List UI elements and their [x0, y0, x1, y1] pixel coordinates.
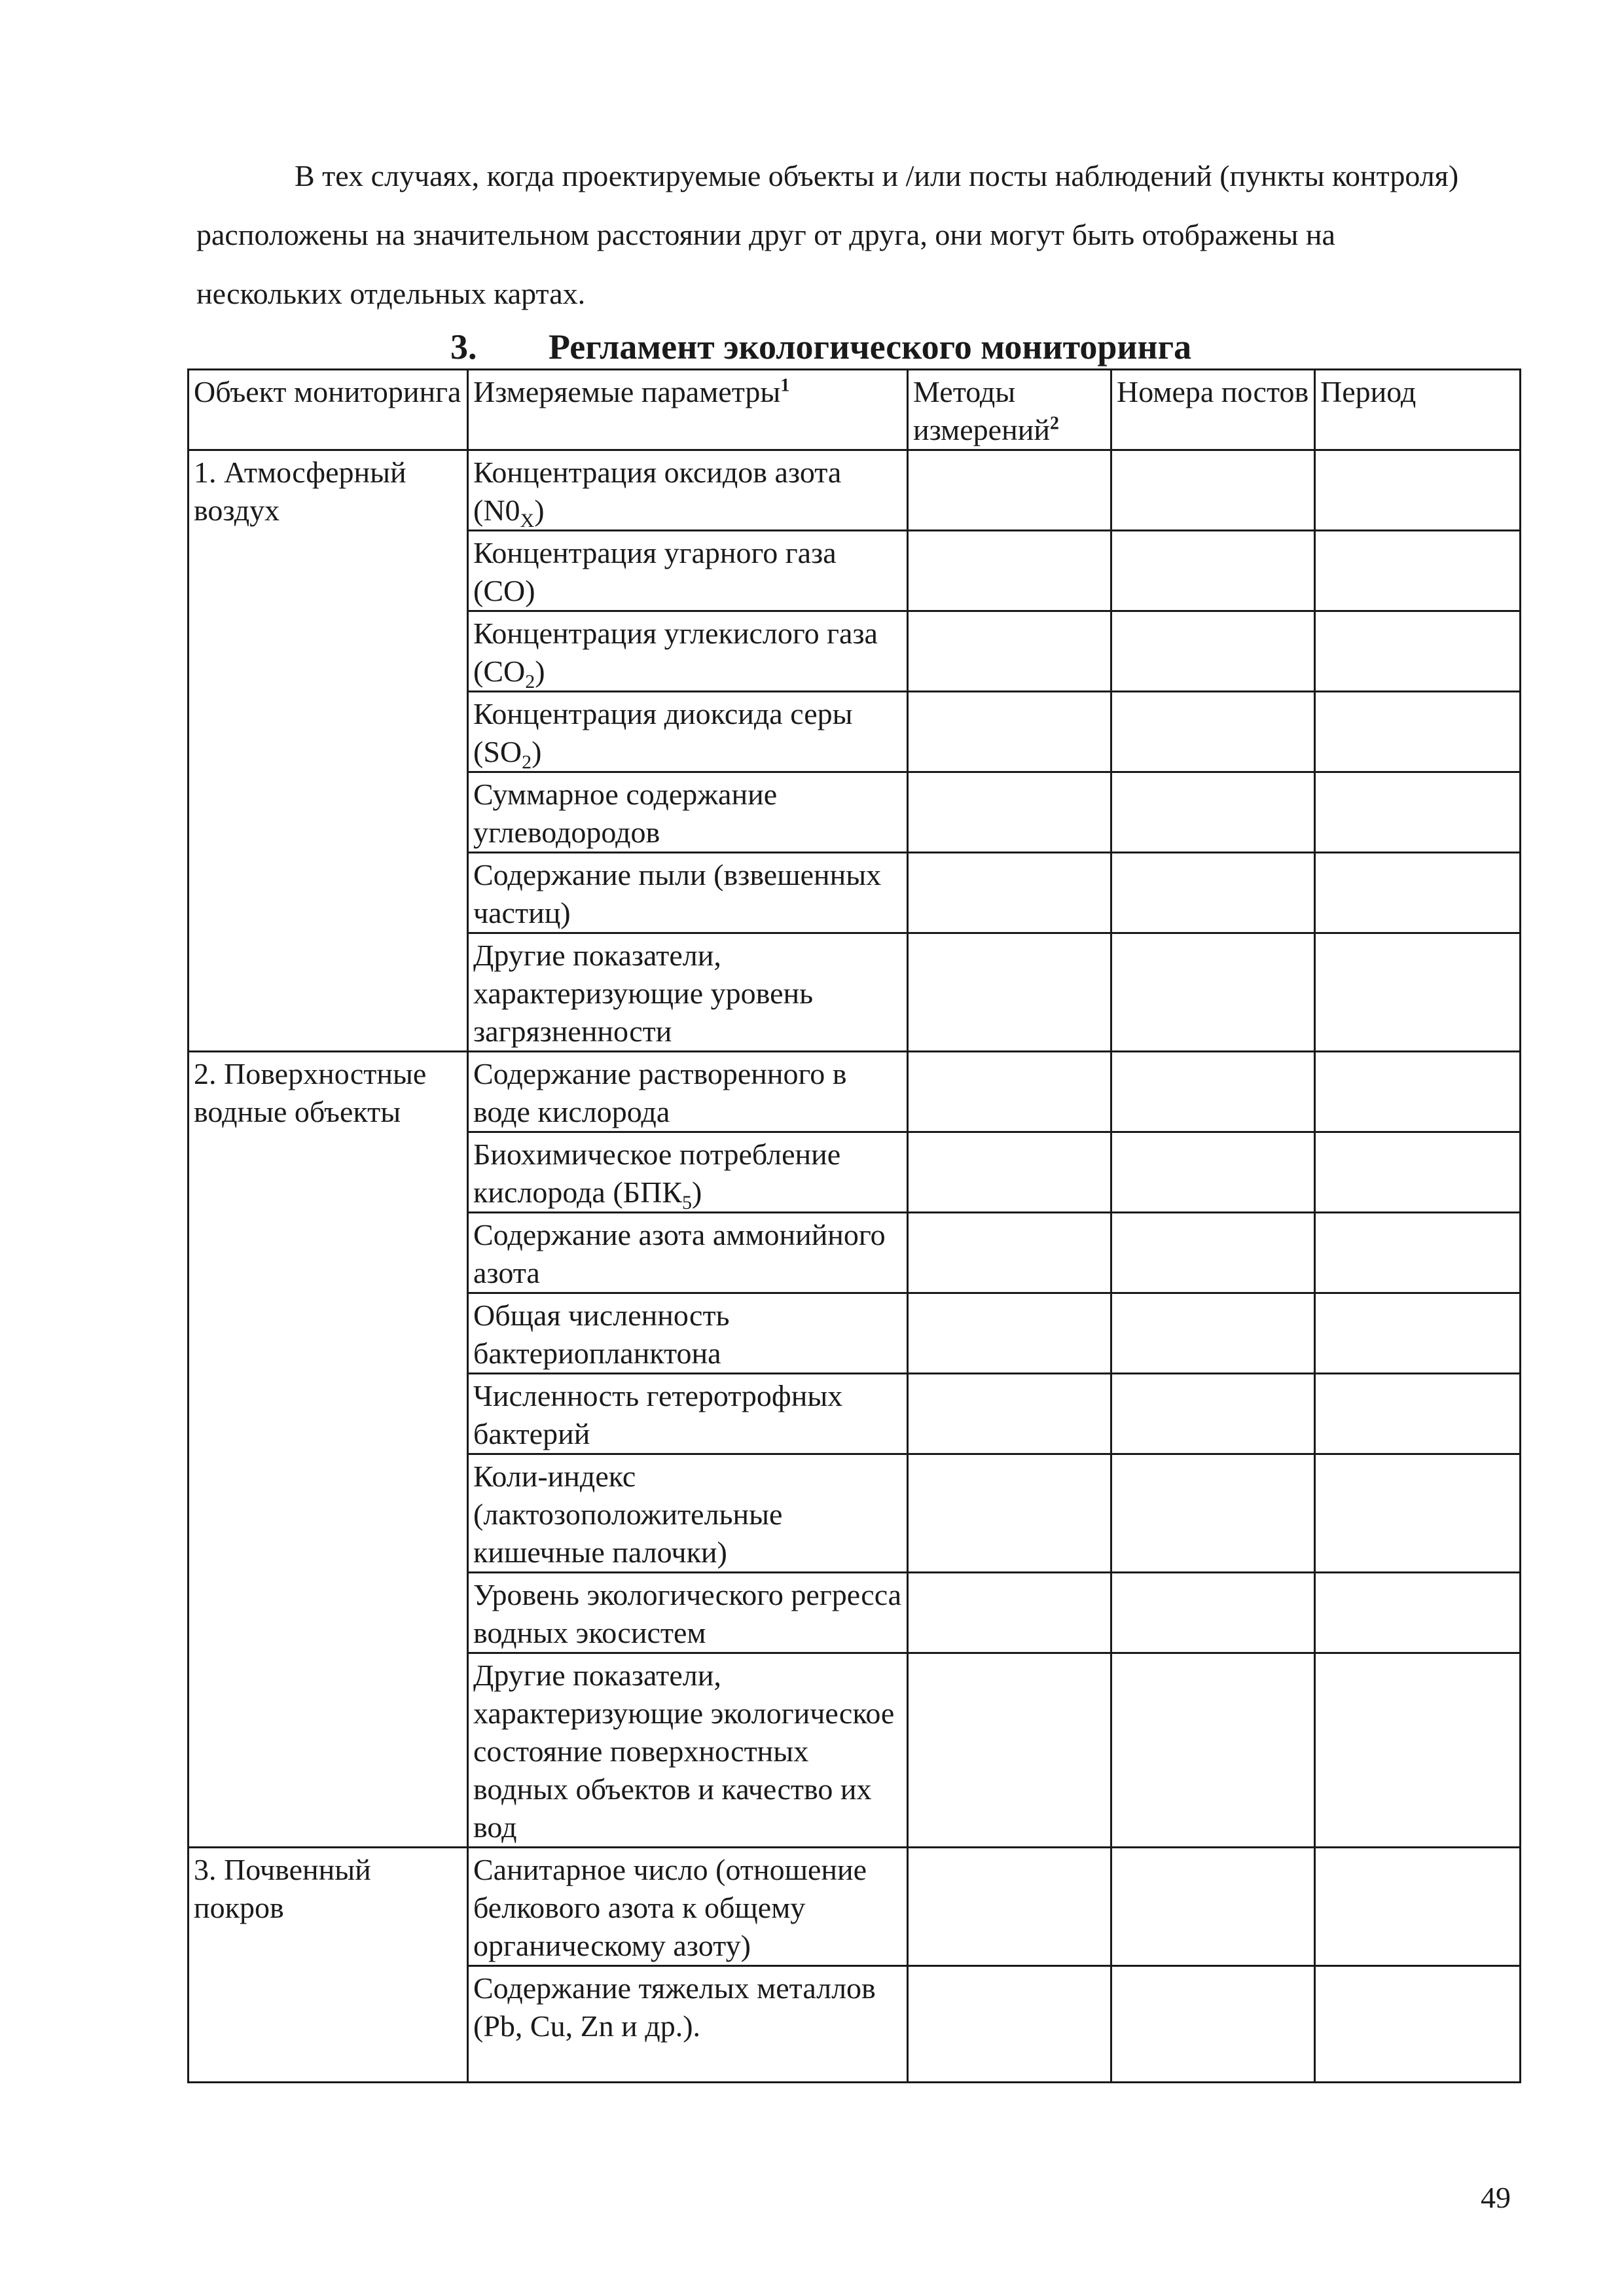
table-body	[189, 450, 1521, 2083]
period-cell	[1315, 1966, 1521, 2083]
header-methods: Методы измерений$^2$	[908, 370, 1111, 450]
param-cell: Содержание тяжелых металлов (Pb, Cu, Zn и др.).	[468, 1966, 908, 2083]
methods-cell	[908, 933, 1111, 1052]
object-cell: 2. Поверхностные водные объекты	[189, 1052, 468, 1848]
period-cell	[1315, 1573, 1521, 1653]
period-cell	[1315, 1653, 1521, 1848]
methods-cell	[908, 611, 1111, 692]
posts-cell	[1111, 1848, 1315, 1966]
object-cell: 1. Атмосферный воздух	[189, 450, 468, 1052]
header-period: Период	[1315, 370, 1521, 450]
methods-cell	[908, 1132, 1111, 1213]
period-cell	[1315, 772, 1521, 853]
methods-cell	[908, 1848, 1111, 1966]
header-params: Измеряемые параметры$^1$	[468, 370, 908, 450]
methods-cell	[908, 1213, 1111, 1293]
period-cell	[1315, 853, 1521, 933]
period-cell	[1315, 531, 1521, 611]
param-cell: Другие показатели, характеризующие уровень загрязненности	[468, 933, 908, 1052]
period-cell	[1315, 611, 1521, 692]
posts-cell	[1111, 772, 1315, 853]
methods-cell	[908, 853, 1111, 933]
methods-cell	[908, 1293, 1111, 1374]
section-number: 3.	[450, 327, 477, 367]
table-row	[189, 1848, 1521, 1966]
param-cell: Общая численность бактериопланктона	[468, 1293, 908, 1374]
period-cell	[1315, 692, 1521, 772]
period-cell	[1315, 1132, 1521, 1213]
param-cell: Содержание пыли (взвешенных частиц)	[468, 853, 908, 933]
posts-cell	[1111, 1132, 1315, 1213]
param-cell: Биохимическое потребление кислорода $(БПК_5)$	[468, 1132, 908, 1213]
section-title: Регламент экологического мониторинга	[549, 327, 1192, 367]
period-cell	[1315, 1374, 1521, 1454]
posts-cell	[1111, 1653, 1315, 1848]
period-cell	[1315, 1213, 1521, 1293]
posts-cell	[1111, 1293, 1315, 1374]
posts-cell	[1111, 450, 1315, 531]
methods-cell	[908, 1966, 1111, 2083]
methods-cell	[908, 772, 1111, 853]
param-cell: Концентрация оксидов азота $(N0_X)$	[468, 450, 908, 531]
param-cell: Содержание азота аммонийного азота	[468, 1213, 908, 1293]
period-cell	[1315, 933, 1521, 1052]
monitoring-table	[187, 368, 1521, 2083]
methods-cell	[908, 1653, 1111, 1848]
page-number: 49	[1481, 2181, 1511, 2214]
period-cell	[1315, 450, 1521, 531]
header-posts: Номера постов	[1111, 370, 1315, 450]
posts-cell	[1111, 1454, 1315, 1573]
param-cell: Концентрация углекислого газа $(CO_2)$	[468, 611, 908, 692]
param-cell: Концентрация диоксида серы $(SO_2)$	[468, 692, 908, 772]
intro-paragraph	[196, 147, 1473, 323]
methods-cell	[908, 1573, 1111, 1653]
param-cell: Концентрация угарного газа (CO)	[468, 531, 908, 611]
param-cell: Численность гетеротрофных бактерий	[468, 1374, 908, 1454]
table-header-row	[189, 370, 1521, 450]
posts-cell	[1111, 1966, 1315, 2083]
section-heading	[450, 319, 1191, 374]
param-cell: Содержание растворенного в воде кислорода	[468, 1052, 908, 1132]
methods-cell	[908, 1052, 1111, 1132]
methods-cell	[908, 1374, 1111, 1454]
param-cell: Другие показатели, характеризующие экологическое состояние поверхностных водных объектов и качество их вод	[468, 1653, 908, 1848]
methods-cell	[908, 1454, 1111, 1573]
posts-cell	[1111, 692, 1315, 772]
table-row	[189, 1052, 1521, 1132]
methods-cell	[908, 692, 1111, 772]
methods-cell	[908, 450, 1111, 531]
period-cell	[1315, 1454, 1521, 1573]
param-cell: Коли-индекс (лактозоположительные кишечные палочки)	[468, 1454, 908, 1573]
posts-cell	[1111, 611, 1315, 692]
posts-cell	[1111, 1052, 1315, 1132]
period-cell	[1315, 1052, 1521, 1132]
param-cell: Суммарное содержание углеводородов	[468, 772, 908, 853]
posts-cell	[1111, 531, 1315, 611]
object-cell: 3. Почвенный покров	[189, 1848, 468, 2083]
param-cell: Уровень экологического регресса водных экосистем	[468, 1573, 908, 1653]
posts-cell	[1111, 853, 1315, 933]
posts-cell	[1111, 933, 1315, 1052]
methods-cell	[908, 531, 1111, 611]
period-cell	[1315, 1848, 1521, 1966]
param-cell: Санитарное число (отношение белкового азота к общему органическому азоту)	[468, 1848, 908, 1966]
table-row	[189, 450, 1521, 531]
posts-cell	[1111, 1374, 1315, 1454]
intro-text: В тех случаях, когда проектируемые объекты и /или посты наблюдений (пункты контроля) расположены на значительном расстоянии друг от друга, они могут быть отображены на нескольких отдельных картах.	[196, 159, 1459, 310]
period-cell	[1315, 1293, 1521, 1374]
posts-cell	[1111, 1573, 1315, 1653]
posts-cell	[1111, 1213, 1315, 1293]
header-object: Объект мониторинга	[189, 370, 468, 450]
